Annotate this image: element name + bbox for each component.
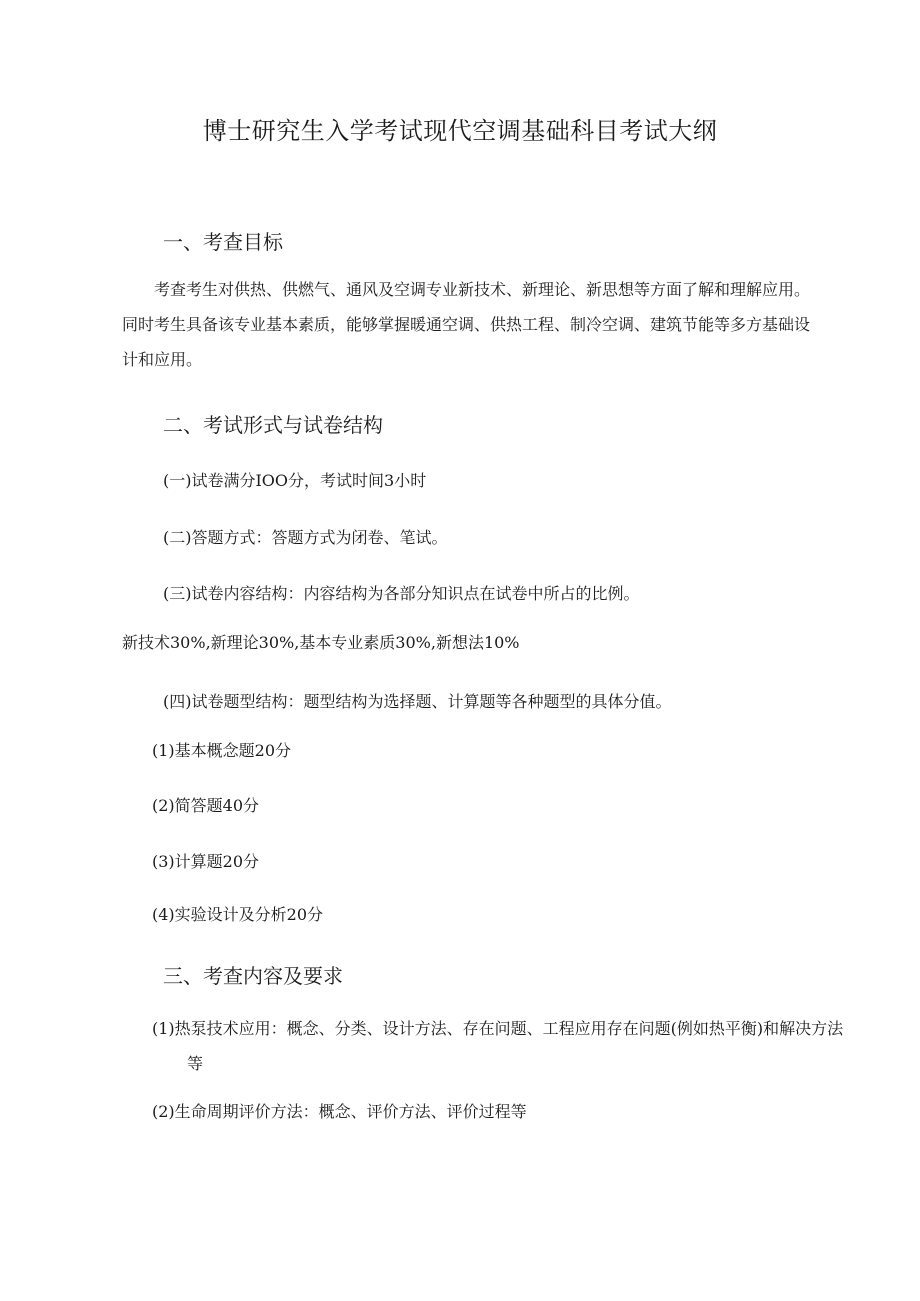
exam-format-item-3: (三)试卷内容结构：内容结构为各部分知识点在试卷中所占的比例。 (163, 584, 640, 603)
content-ratio-line: 新技术30%,新理论30%,基本专业素质30%,新想法10% (122, 633, 520, 652)
content-item-2: (2)生命周期评价方法：概念、评价方法、评价过程等 (152, 1102, 527, 1121)
question-type-1: (1)基本概念题20分 (152, 741, 292, 760)
question-type-4: (4)实验设计及分析20分 (152, 905, 324, 924)
section-heading-exam-format: 二、考试形式与试卷结构 (163, 413, 383, 437)
exam-format-item-2: (二)答题方式：答题方式为闭卷、笔试。 (163, 528, 448, 547)
content-item-1: (1)热泵技术应用：概念、分类、设计方法、存在问题、工程应用存在问题(例如热平衡)和解决方法等 (152, 1019, 844, 1073)
exam-format-item-4: (四)试卷题型结构：题型结构为选择题、计算题等各种题型的具体分值。 (163, 692, 672, 711)
exam-format-item-1: (一)试卷满分IOO分，考试时间3小时 (163, 471, 427, 490)
section-heading-content-requirements: 三、考查内容及要求 (163, 964, 343, 988)
question-type-2: (2)简答题40分 (152, 796, 260, 815)
objectives-paragraph: 考查考生对供热、供燃气、通风及空调专业新技术、新理论、新思想等方面了解和理解应用。同时考生具备该专业基本素质，能够掌握暖通空调、供热工程、制冷空调、建筑节能等多方基础设计和应用。 (122, 280, 811, 369)
section-heading-objectives: 一、考查目标 (163, 230, 283, 254)
page-title: 博士研究生入学考试现代空调基础科目考试大纲 (202, 117, 718, 145)
question-type-3: (3)计算题20分 (152, 852, 260, 871)
